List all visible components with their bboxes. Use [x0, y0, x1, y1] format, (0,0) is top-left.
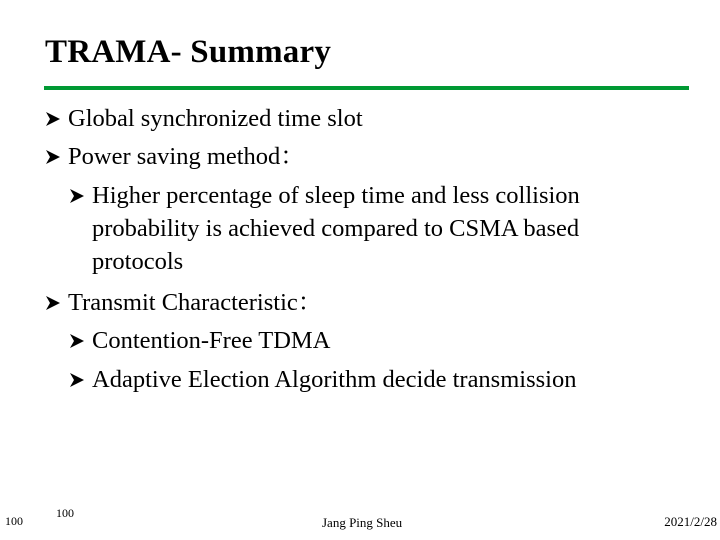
arrow-bullet-icon: [44, 294, 62, 312]
arrow-bullet-icon: [68, 187, 86, 205]
slide-title: TRAMA- Summary: [45, 34, 332, 70]
bullet-text-1: Global synchronized time slot: [68, 105, 363, 132]
sub-bullet-text-1: Higher percentage of sleep time and less collision probability is achieved compared to CSMA based protocols: [92, 182, 580, 275]
sub-bullet-text-3: Adaptive Election Algorithm decide transmission: [92, 366, 577, 393]
arrow-bullet-icon: [44, 148, 62, 166]
bullet-item-1: [44, 102, 363, 135]
bullet-text-2: Power saving method：: [68, 143, 305, 170]
arrow-bullet-icon: [44, 110, 62, 128]
bullet-item-3: [44, 286, 322, 319]
footer-date: 2021/2/28: [664, 514, 717, 529]
bullet-item-2: [44, 140, 305, 173]
title-underline: [44, 86, 689, 90]
footer-page-number-small: 100: [5, 514, 23, 528]
sub-bullet-item-2: [68, 324, 330, 357]
footer-author: Jang Ping Sheu: [322, 515, 403, 530]
sub-bullet-item-3: [68, 363, 576, 396]
bullet-text-3: Transmit Characteristic：: [68, 289, 323, 316]
sub-bullet-item-1: [68, 179, 662, 278]
footer-page-number: 100: [56, 506, 74, 520]
sub-bullet-text-2: Contention-Free TDMA: [92, 327, 331, 354]
arrow-bullet-icon: [68, 371, 86, 389]
arrow-bullet-icon: [68, 332, 86, 350]
